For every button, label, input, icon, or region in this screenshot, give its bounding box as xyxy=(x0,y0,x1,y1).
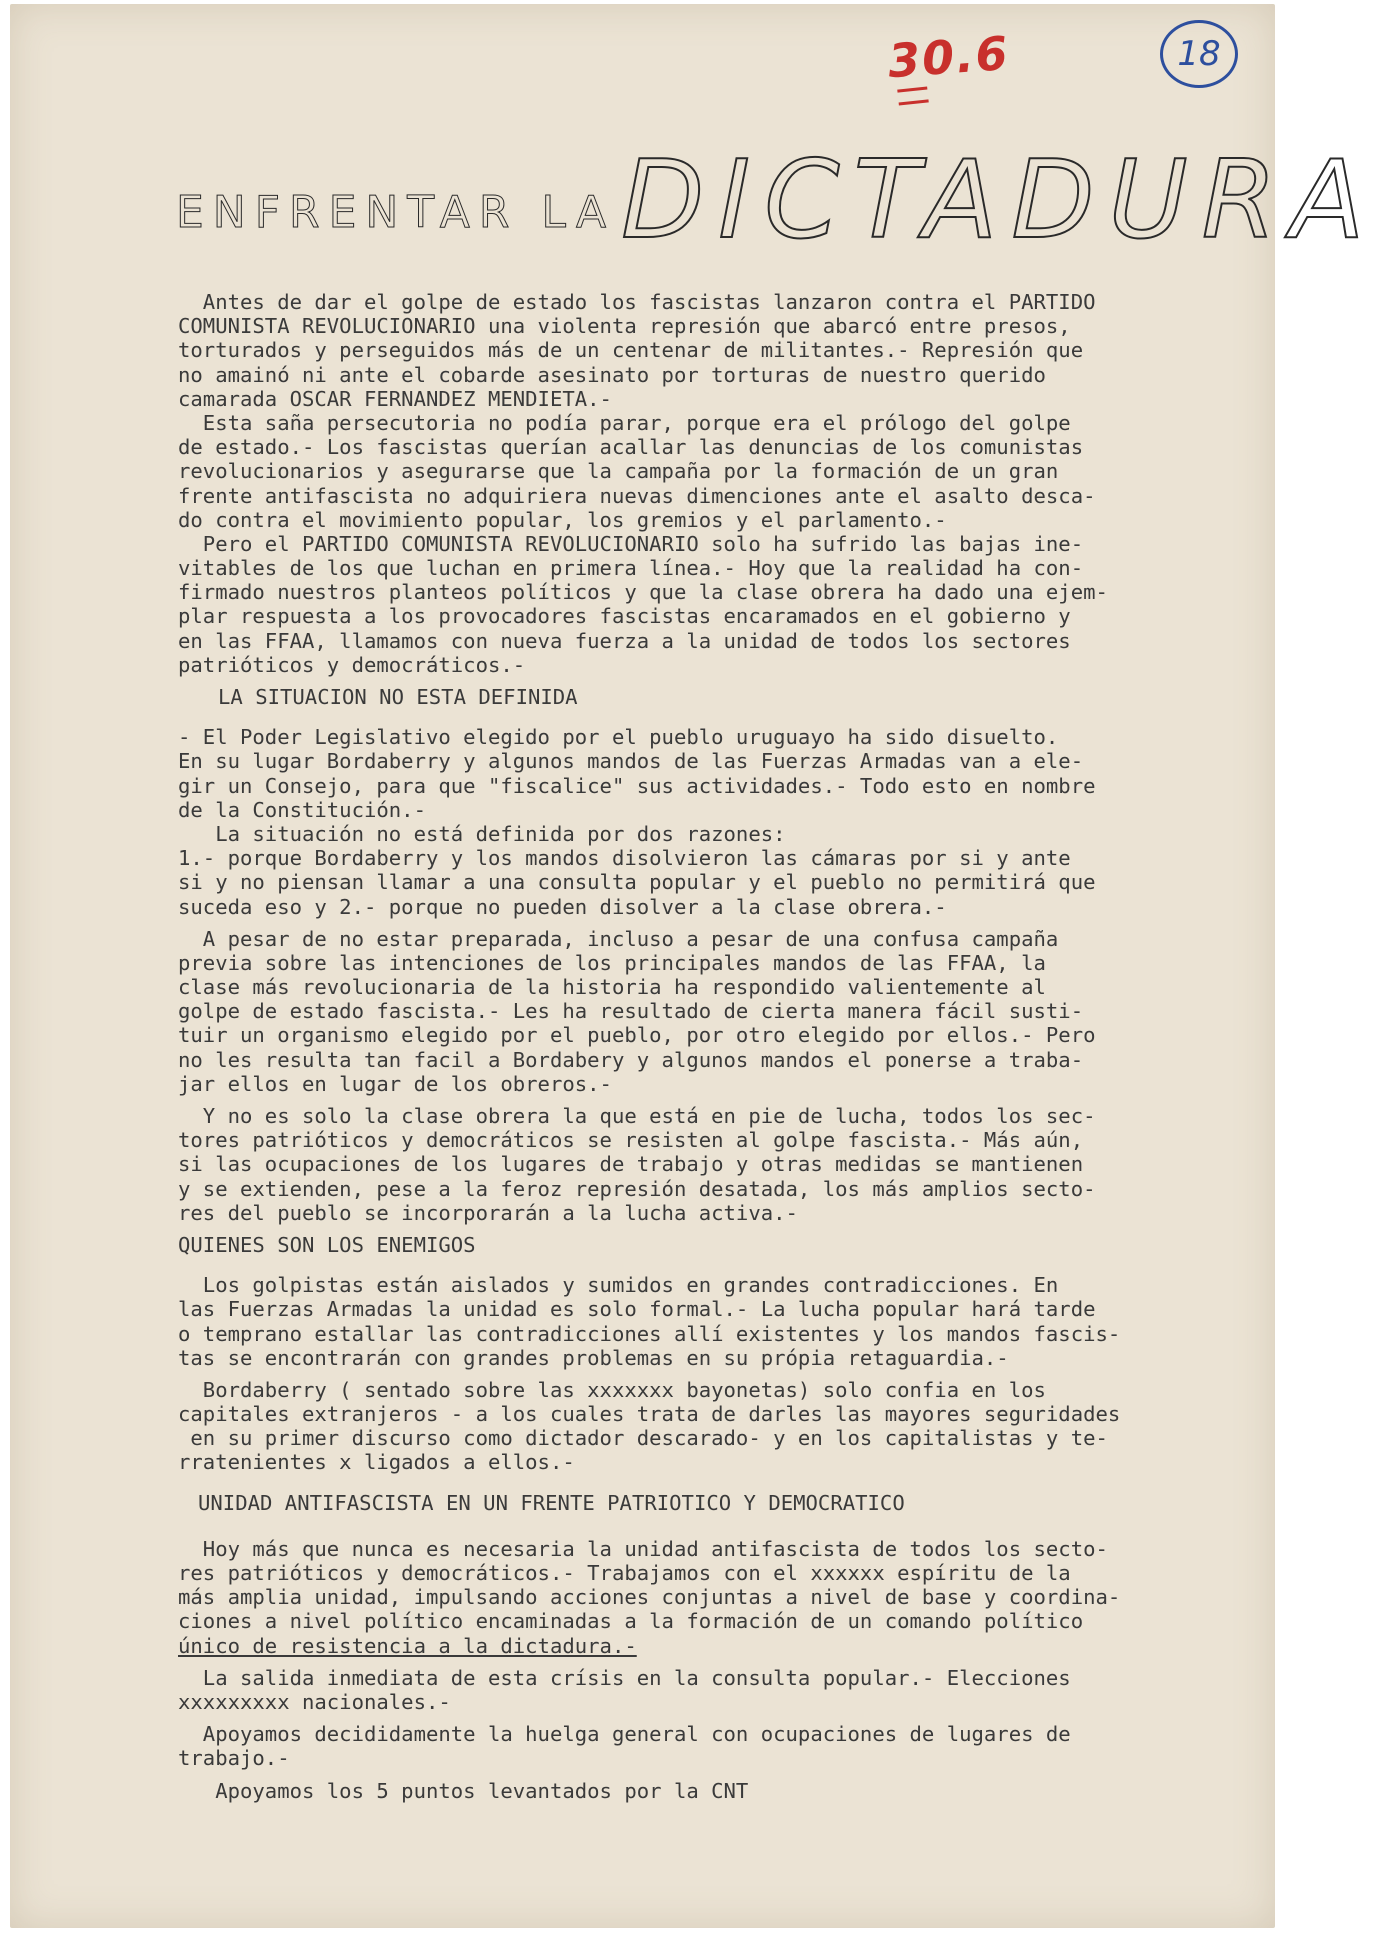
text-line: Y no es solo la clase obrera la que está en pie de lucha, todos los sec- xyxy=(178,1104,1096,1128)
section-heading: QUIENES SON LOS ENEMIGOS xyxy=(178,1232,476,1257)
red-handwritten-number: 30.6 xyxy=(886,25,1012,89)
text-line: capitales extranjeros - a los cuales trata de darles las mayores seguridades xyxy=(178,1402,1121,1427)
paragraph-unity xyxy=(178,1537,1178,1658)
circled-page-number xyxy=(1160,20,1238,88)
text-line: en las FFAA, llamamos con nueva fuerza a la unidad de todos los sectores xyxy=(178,628,1071,653)
section-heading: LA SITUACION NO ESTA DEFINIDA xyxy=(218,685,578,709)
text-line: 1.- porque Bordaberry y los mandos disolvieron las cámaras por si y ante xyxy=(178,846,1071,871)
text-line: vitables de los que luchan en primera línea.- Hoy que la realidad ha con- xyxy=(178,556,1084,581)
text-line: plar respuesta a los provocadores fascistas encaramados en el gobierno y xyxy=(178,604,1071,629)
text-line: tuir un organismo elegido por el pueblo, por otro elegido por ellos.- Pero xyxy=(178,1023,1096,1048)
paragraph-intro xyxy=(178,290,1178,677)
text-line: no amainó ni ante el cobarde asesinato por torturas de nuestro querido xyxy=(178,362,1046,387)
text-line: golpe de estado fascista.- Les ha resultado de cierta manera fácil susti- xyxy=(178,999,1084,1024)
text-line: no les resulta tan facil a Bordabery y algunos mandos el ponerse a traba- xyxy=(178,1047,1084,1072)
text-line: revolucionarios y asegurarse que la campaña por la formación de un gran xyxy=(178,459,1059,484)
paragraph-situation xyxy=(178,725,1178,919)
text-line: Los golpistas están aislados y sumidos en grandes contradicciones. En xyxy=(178,1273,1059,1298)
text-line: COMUNISTA REVOLUCIONARIO una violenta represión que abarcó entre presos, xyxy=(178,314,1071,339)
text-line: torturados y perseguidos más de un centenar de militantes.- Represión que xyxy=(178,338,1084,363)
document-title xyxy=(176,138,1379,263)
text-line: suceda eso y 2.- porque no pueden disolver a la clase obrera.- xyxy=(178,894,947,919)
text-line: do contra el movimiento popular, los gremios y el parlamento.- xyxy=(178,507,947,532)
text-line: de la Constitución.- xyxy=(178,797,426,822)
text-line: Pero el PARTIDO COMUNISTA REVOLUCIONARIO solo ha sufrido las bajas ine- xyxy=(178,531,1084,556)
text-line: jar ellos en lugar de los obreros.- xyxy=(178,1071,612,1096)
text-line: si las ocupaciones de los lugares de trabajo y otras medidas se mantienen xyxy=(178,1152,1084,1177)
text-line: - El Poder Legislativo elegido por el pueblo uruguayo ha sido disuelto. xyxy=(178,725,1059,750)
paragraph-cnt xyxy=(178,1779,1178,1803)
text-line: La salida inmediata de esta crísis en la consulta popular.- Elecciones xyxy=(178,1665,1071,1690)
text-line: Hoy más que nunca es necesaria la unidad antifascista de todos los secto- xyxy=(178,1536,1108,1561)
text-line: previa sobre las intenciones de los principales mandos de las FFAA, la xyxy=(178,950,1046,975)
red-underline-mark xyxy=(897,86,929,105)
text-line: Apoyamos los 5 puntos levantados por la CNT xyxy=(178,1778,749,1803)
text-line: rratenientes x ligados a ellos.- xyxy=(178,1450,575,1475)
text-line: clase más revolucionaria de la historia ha respondido valientemente al xyxy=(178,975,1046,1000)
text-line: las Fuerzas Armadas la unidad es solo formal.- La lucha popular hará tarde xyxy=(178,1297,1096,1322)
document-body xyxy=(178,290,1178,1803)
text-line: frente antifascista no adquiriera nuevas dimenciones ante el asalto desca- xyxy=(178,483,1096,508)
text-line: En su lugar Bordaberry y algunos mandos de las Fuerzas Armadas van a ele- xyxy=(178,749,1084,774)
text-line: xxxxxxxxx nacionales.- xyxy=(178,1689,451,1714)
paragraph-elections xyxy=(178,1666,1178,1714)
text-line: de estado.- Los fascistas querían acallar las denuncias de los comunistas xyxy=(178,435,1084,460)
title-main: DICTADURA xyxy=(621,138,1379,263)
paragraph-bordaberry xyxy=(178,1378,1178,1475)
text-line: gir un Consejo, para que "fiscalice" sus actividades.- Todo esto en nombre xyxy=(178,773,1096,798)
text-line: firmado nuestros planteos políticos y que la clase obrera ha dado una ejem- xyxy=(178,580,1108,605)
text-line: en su primer discurso como dictador descarado- y en los capitalistas y te- xyxy=(178,1426,1108,1451)
text-line: A pesar de no estar preparada, incluso a pesar de una confusa campaña xyxy=(178,926,1059,951)
text-line: res del pueblo se incorporarán a la lucha activa.- xyxy=(178,1200,798,1225)
text-line: y se extienden, pese a la feroz represión desatada, los más amplios secto- xyxy=(178,1176,1096,1201)
text-line: camarada OSCAR FERNANDEZ MENDIETA.- xyxy=(178,386,612,411)
text-line: tas se encontrarán con grandes problemas en su própia retaguardia.- xyxy=(178,1345,1009,1370)
text-line: más amplia unidad, impulsando acciones conjuntas a nivel de base y coordina- xyxy=(178,1585,1121,1610)
paragraph-enemies xyxy=(178,1273,1178,1370)
text-line: o temprano estallar las contradicciones allí existentes y los mandos fascis- xyxy=(178,1321,1121,1346)
paragraph-resistance xyxy=(178,1104,1178,1225)
circled-number-text: 18 xyxy=(1177,34,1221,74)
text-line: La situación no está definida por dos razones: xyxy=(178,821,786,846)
text-line: Bordaberry ( sentado sobre las xxxxxxx bayonetas) solo confia en los xyxy=(178,1377,1046,1402)
text-line-underlined: único de resistencia a la dictadura.- xyxy=(178,1633,637,1658)
text-line: tores patrióticos y democráticos se resisten al golpe fascista.- Más aún, xyxy=(178,1128,1084,1153)
text-line: si y no piensan llamar a una consulta popular y el pueblo no permitirá que xyxy=(178,870,1096,895)
paragraph-response xyxy=(178,927,1178,1096)
title-prefix: ENFRENTAR LA xyxy=(176,187,616,238)
text-line: res patrióticos y democráticos.- Trabajamos con el xxxxxx espíritu de la xyxy=(178,1561,1071,1585)
text-line: Antes de dar el golpe de estado los fascistas lanzaron contra el PARTIDO xyxy=(178,290,1096,314)
text-line: ciones a nivel político encaminadas a la formación de un comando político xyxy=(178,1609,1084,1634)
paragraph-strike xyxy=(178,1722,1178,1770)
section-heading: UNIDAD ANTIFASCISTA EN UN FRENTE PATRIOTICO Y DEMOCRATICO xyxy=(198,1490,905,1515)
text-line: patrióticos y democráticos.- xyxy=(178,652,526,677)
text-line: trabajo.- xyxy=(178,1746,290,1771)
text-line: Apoyamos decididamente la huelga general con ocupaciones de lugares de xyxy=(178,1722,1071,1747)
text-line: Esta saña persecutoria no podía parar, porque era el prólogo del golpe xyxy=(178,410,1071,435)
